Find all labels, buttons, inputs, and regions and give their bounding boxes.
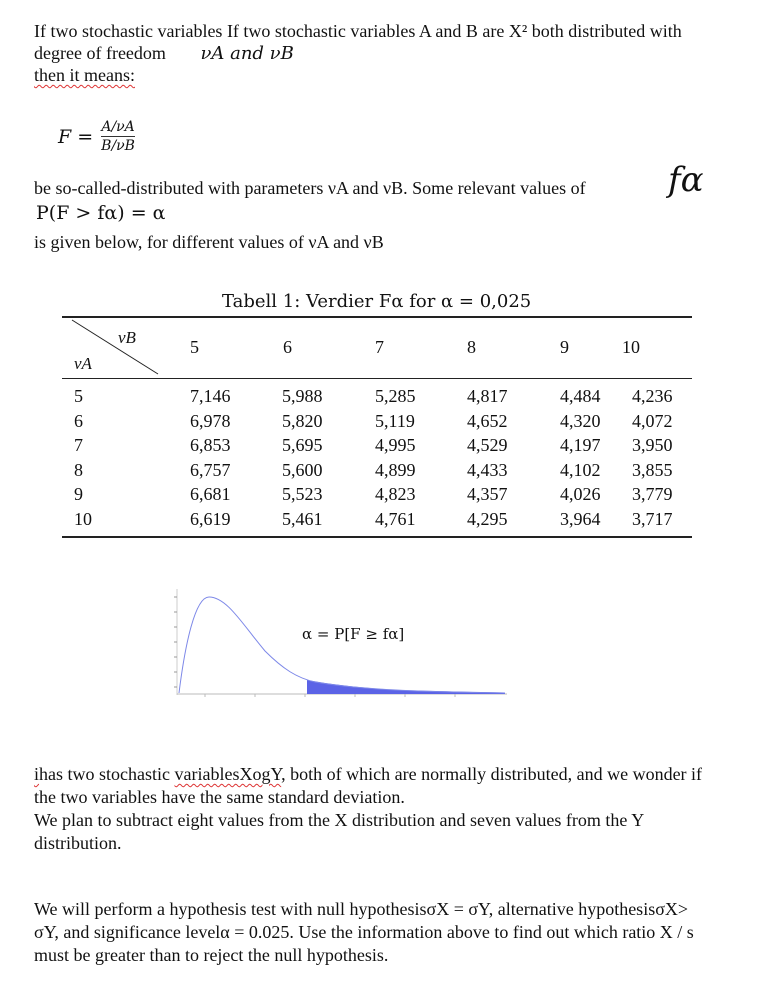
table-cell: 3,964 xyxy=(560,508,601,529)
probability-text: P(F > fα) = α xyxy=(36,202,166,224)
probability-expression xyxy=(36,202,165,225)
intro-line-2-text: degree of freedom xyxy=(34,43,166,63)
table-cell: 4,357 xyxy=(467,484,508,504)
para3-variables: variablesXogY xyxy=(174,764,282,784)
intro-line-3 xyxy=(34,64,135,86)
intro-line-2 xyxy=(34,42,294,65)
table-cell: 3,950 xyxy=(632,435,673,455)
row-header: 9 xyxy=(74,484,83,504)
table-cell: 6,853 xyxy=(190,435,231,455)
table-cell: 5,820 xyxy=(282,410,323,431)
table-cell: 4,652 xyxy=(467,410,508,431)
table-cell: 6,978 xyxy=(190,410,231,431)
table-cell: 6,619 xyxy=(190,508,231,529)
col-header: 7 xyxy=(375,337,384,357)
para2-line-3: is given below, for different values of νA and νB xyxy=(34,232,384,252)
table-cell: 6,757 xyxy=(190,459,231,480)
row-header: 5 xyxy=(74,386,83,406)
table-cell: 3,779 xyxy=(632,484,673,504)
row-header: 8 xyxy=(74,459,83,480)
row-header: 6 xyxy=(74,410,83,431)
para4-line-3: must be greater than to reject the null hypothesis. xyxy=(34,945,389,965)
col-header: 8 xyxy=(467,337,476,357)
table-cell: 3,855 xyxy=(632,459,673,480)
f-formula-denominator: B/νB xyxy=(101,138,135,154)
intro-line-2-params: νA and νB xyxy=(200,43,294,64)
table-header-rule xyxy=(62,378,692,379)
row-header: 10 xyxy=(74,508,92,529)
table-cell: 4,197 xyxy=(560,435,601,455)
table-cell: 4,236 xyxy=(632,386,673,406)
f-distribution-figure xyxy=(165,585,515,705)
para4-line-1: We will perform a hypothesis test with null hypothesisσX = σY, alternative hypothesisσX> xyxy=(34,899,689,919)
table-cell: 5,695 xyxy=(282,435,323,455)
table-cell: 5,461 xyxy=(282,508,323,529)
table-cell: 6,681 xyxy=(190,484,231,504)
para3-i: i xyxy=(34,764,40,784)
rejection-region-shading xyxy=(307,680,505,694)
f-formula-fraction xyxy=(101,118,135,155)
para3-line-2: the two variables have the same standard deviation. xyxy=(34,787,405,807)
table-cell: 4,995 xyxy=(375,435,416,455)
col-header: 10 xyxy=(622,337,640,357)
f-alpha-symbol: fα xyxy=(668,160,704,200)
f-formula xyxy=(58,118,135,155)
table-cell: 5,988 xyxy=(282,386,323,406)
para4-line-2: σY, and significance levelα = 0.025. Use the information above to find out which ratio X / s xyxy=(34,922,694,942)
table-cell: 4,102 xyxy=(560,459,601,480)
para3-line-1 xyxy=(34,763,702,785)
table-cell: 4,320 xyxy=(560,410,601,431)
para2-line-1: be so-called-distributed with parameters νA and νB. Some relevant values of xyxy=(34,178,586,198)
corner-label-nu-a: νA xyxy=(74,354,92,373)
col-header: 9 xyxy=(560,337,569,357)
table-cell: 4,823 xyxy=(375,484,416,504)
table-cell: 4,817 xyxy=(467,386,508,406)
para3-line-3: We plan to subtract eight values from the X distribution and seven values from the Y xyxy=(34,810,645,830)
table-cell: 4,026 xyxy=(560,484,601,504)
table-cell: 5,523 xyxy=(282,484,323,504)
para3-line-4: distribution. xyxy=(34,833,122,853)
intro-line-3-text: then it means: xyxy=(34,65,135,85)
table-cell: 5,285 xyxy=(375,386,416,406)
table-cell: 4,295 xyxy=(467,508,508,529)
table-bottom-rule xyxy=(62,536,692,538)
col-header: 5 xyxy=(190,337,199,357)
f-formula-numerator: A/νA xyxy=(101,119,135,135)
para3-text-c: , both of which are normally distributed, and we wonder if xyxy=(281,764,703,784)
table-cell: 3,717 xyxy=(632,508,673,529)
table-column xyxy=(467,384,508,531)
table-column xyxy=(190,384,231,531)
table-column xyxy=(560,384,601,531)
table-cell: 5,119 xyxy=(375,410,415,431)
intro-line-1: If two stochastic variables If two stochastic variables A and B are X² both distributed with xyxy=(34,21,682,41)
table-column xyxy=(375,384,416,531)
table-caption: Tabell 1: Verdier Fα for α = 0,025 xyxy=(222,291,532,312)
row-headers xyxy=(74,384,92,531)
row-header: 7 xyxy=(74,435,83,455)
table-cell: 5,600 xyxy=(282,459,323,480)
corner-label-nu-b: νB xyxy=(118,328,136,347)
table-column xyxy=(632,384,673,531)
table-cell: 4,433 xyxy=(467,459,508,480)
table-cell: 4,529 xyxy=(467,435,508,455)
table-cell: 7,146 xyxy=(190,386,231,406)
f-density-curve xyxy=(179,597,505,693)
table-column xyxy=(282,384,323,531)
col-header: 6 xyxy=(283,337,292,357)
table-cell: 4,761 xyxy=(375,508,416,529)
para3-text-a: has two stochastic xyxy=(39,764,175,784)
table-cell: 4,899 xyxy=(375,459,416,480)
f-formula-lhs: F = xyxy=(58,125,94,148)
table-cell: 4,484 xyxy=(560,386,601,406)
table-cell: 4,072 xyxy=(632,410,673,431)
figure-alpha-label: α = P[F ≥ fα] xyxy=(302,625,405,643)
